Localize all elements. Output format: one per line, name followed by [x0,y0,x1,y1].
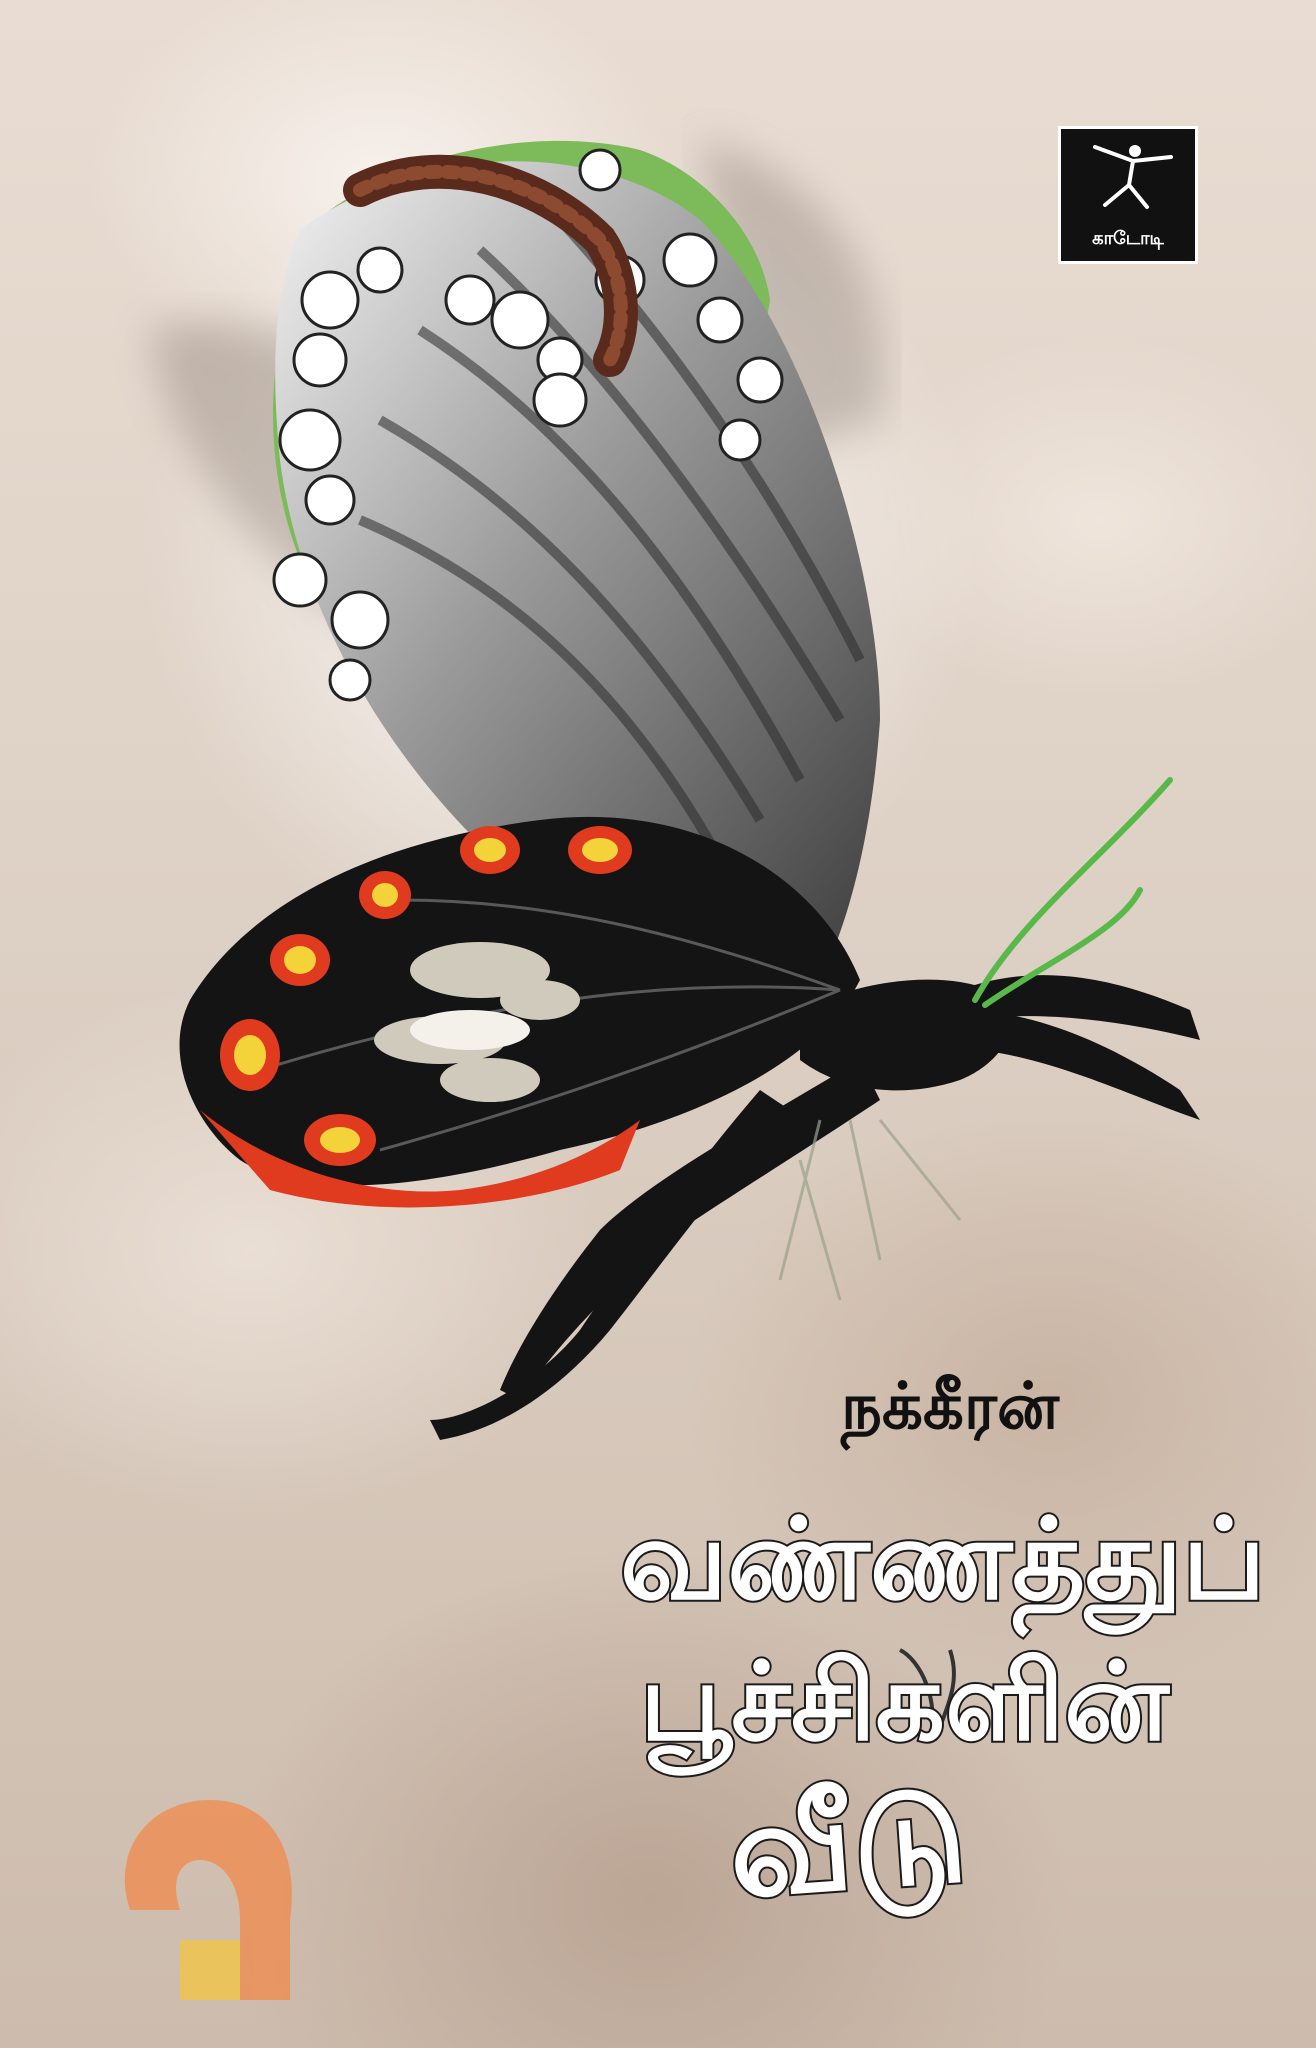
book-title-line-2: பூச்சிகளின் [640,1640,1169,1765]
author-name: நக்கீரன் [840,1370,1060,1444]
publisher-logo [1058,126,1198,264]
book-title-line-3: வீடு [724,1761,972,1928]
book-title-line-1: வண்ணத்துப் [620,1495,1266,1625]
publisher-dancer-icon [1075,137,1181,213]
antennae [975,780,1170,1005]
publisher-name: காடோடி [1092,228,1164,249]
watermark-logo-icon [125,1800,292,2000]
